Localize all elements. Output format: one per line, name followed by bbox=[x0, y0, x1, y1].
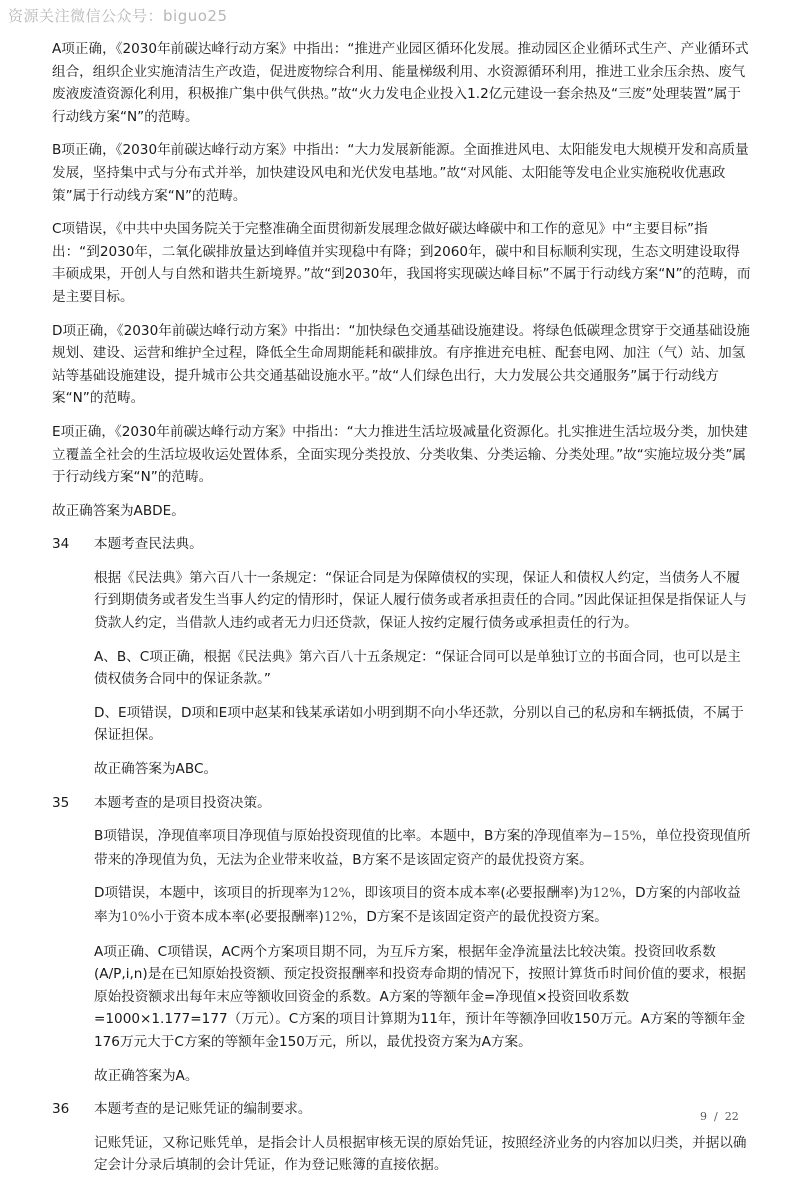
option-e-explanation: E项正确，《2030年前碳达峰行动方案》中指出：“大力推进生活垃圾减量化资源化。扎实推进生活垃圾分类，加快建立覆盖全社会的生活垃圾收运处置体系，全面实现分类投放、分类收集、分类运输、分类处理。”故“实施垃圾分类”属于行动线方案“N”的范畴。 bbox=[52, 423, 748, 486]
text-segment: ，D方案的内部收益率为 bbox=[94, 885, 741, 925]
npv-rate-value: −15% bbox=[602, 829, 642, 845]
q35-option-ac: A项正确、C项错误，AC两个方案项目期不同，为互斥方案，根据年金净流量法比较决策。投资回收系数(A/P,i,n)是在已知原始投资额、预定投资报酬率和投资寿命期的情况下，按照计算货币时间价值的要求，根据原始投资额求出每年末应等额收回资金的系数。A方案的等额年金=净现值×投资回收系数=1000×1.177=177（万元）。C方案的项目计算期为11年，预计年等额净回收150万元。A方案的等额年金176万元大于C方案的等额年金150万元，所以，最优投资方案为A方案。 bbox=[94, 943, 746, 1050]
answer-35: 故正确答案为A。 bbox=[94, 1067, 199, 1084]
option-d-explanation: D项正确，《2030年前碳达峰行动方案》中指出：“加快绿色交通基础设施建设。将绿色低碳理念贯穿于交通基础设施规划、建设、运营和维护全过程，降低全生命周期能耗和碳排放。有序推进充电桩、配套电网、加注（气）站、加氢站等基础设施建设，提升城市公共交通基础设施水平。”故“人们绿色出行，大力发展公共交通服务”属于行动线方案“N”的范畴。 bbox=[52, 322, 750, 407]
option-a-explanation: A项正确，《2030年前碳达峰行动方案》中指出：“推进产业园区循环化发展。推动园区企业循环式生产、产业循环式组合，组织企业实施清洁生产改造，促进废物综合利用、能量梯级利用、水资源循环利用，推进工业余压余热、废气废液废渣资源化利用，积极推广集中供气供热。”故“火力发电企业投入1.2亿元建设一套余热及“三废”处理装置”属于行动线方案“N”的范畴。 bbox=[52, 41, 749, 125]
question-36-header bbox=[52, 1098, 752, 1121]
required-return-value: 12% bbox=[592, 886, 622, 902]
discount-rate-value: 12% bbox=[321, 886, 351, 902]
text-segment: D项错误，本题中，该项目的折现率为 bbox=[94, 885, 322, 902]
q34-paragraph-3: D、E项错误，D项和E项中赵某和钱某承诺如小明到期不向小华还款，分别以自己的私房和车辆抵债，不属于保证担保。 bbox=[94, 704, 744, 744]
q34-paragraph-2: A、B、C项正确，根据《民法典》第六百八十五条规定：“保证合同可以是单独订立的书面合同，也可以是主债权债务合同中的保证条款。” bbox=[94, 648, 741, 688]
question-number: 36 bbox=[52, 1101, 70, 1118]
q35-option-d bbox=[94, 882, 752, 929]
question-title: 本题考查民法典。 bbox=[94, 536, 203, 553]
page-indicator bbox=[700, 1110, 739, 1123]
current-page: 9 bbox=[700, 1110, 707, 1123]
text-segment: 小于资本成本率(必要报酬率) bbox=[150, 909, 324, 925]
answer-34: 故正确答案为ABC。 bbox=[94, 761, 218, 778]
required-return-value-2: 12% bbox=[323, 910, 353, 925]
question-number: 35 bbox=[52, 794, 70, 811]
option-b-explanation: B项正确，《2030年前碳达峰行动方案》中指出：“大力发展新能源。全面推进风电、太阳能发电大规模开发和高质量发展，坚持集中式与分布式并举，加快建设风电和光伏发电基地。”故“对风能、太阳能等发电企业实施税收优惠政策”属于行动线方案“N”的范畴。 bbox=[52, 142, 749, 204]
total-pages: 22 bbox=[724, 1110, 739, 1123]
question-34-header bbox=[52, 533, 752, 556]
text-segment: ，单位投资现值所带来的净现值为负，无法为企业带来收益，B方案不是该固定资产的最优投资方案。 bbox=[94, 828, 751, 868]
q36-paragraph-1: 记账凭证，又称记账凭单，是指会计人员根据审核无误的原始凭证，按照经济业务的内容加以归类，并据以确定会计分录后填制的会计凭证，作为登记账簿的直接依据。 bbox=[94, 1134, 747, 1174]
irr-value: 10% bbox=[121, 910, 151, 925]
page-separator: / bbox=[714, 1110, 718, 1123]
question-title: 本题考查的是记账凭证的编制要求。 bbox=[94, 1101, 312, 1118]
question-number: 34 bbox=[52, 536, 70, 553]
page-content bbox=[52, 38, 752, 1188]
question-35-header bbox=[52, 792, 752, 815]
text-segment: B项错误，净现值率项目净现值与原始投资现值的比率。本题中，B方案的净现值率为 bbox=[94, 828, 603, 845]
option-c-explanation: C项错误，《中共中央国务院关于完整准确全面贯彻新发展理念做好碳达峰碳中和工作的意见》中“主要目标”指出：“到2030年，二氧化碳排放量达到峰值并实现稳中有降；到2060年，碳中和目标顺利实现，生态文明建设取得丰硕成果，开创人与自然和谐共生新境界。”故“到2030年，我国将实现碳达峰目标”不属于行动线方案“N”的范畴，而是主要目标。 bbox=[52, 221, 751, 305]
q34-paragraph-1: 根据《民法典》第六百八十一条规定：“保证合同是为保障债权的实现，保证人和债权人约定，当债务人不履行到期债务或者发生当事人约定的情形时，保证人履行债务或者承担责任的合同。”因此保证担保是指保证人与贷款人约定，当借款人违约或者无力归还贷款，保证人按约定履行债务或承担责任的行为。 bbox=[94, 569, 747, 632]
text-segment: ，即该项目的资本成本率(必要报酬率)为 bbox=[350, 885, 593, 902]
watermark: 资源关注微信公众号：biguo25 bbox=[8, 7, 228, 25]
q35-option-b bbox=[94, 825, 752, 871]
text-segment: ，D方案不是该固定资产的最优投资方案。 bbox=[352, 909, 608, 925]
answer-33: 故正确答案为ABDE。 bbox=[52, 502, 185, 519]
question-title: 本题考查的是项目投资决策。 bbox=[94, 794, 271, 811]
